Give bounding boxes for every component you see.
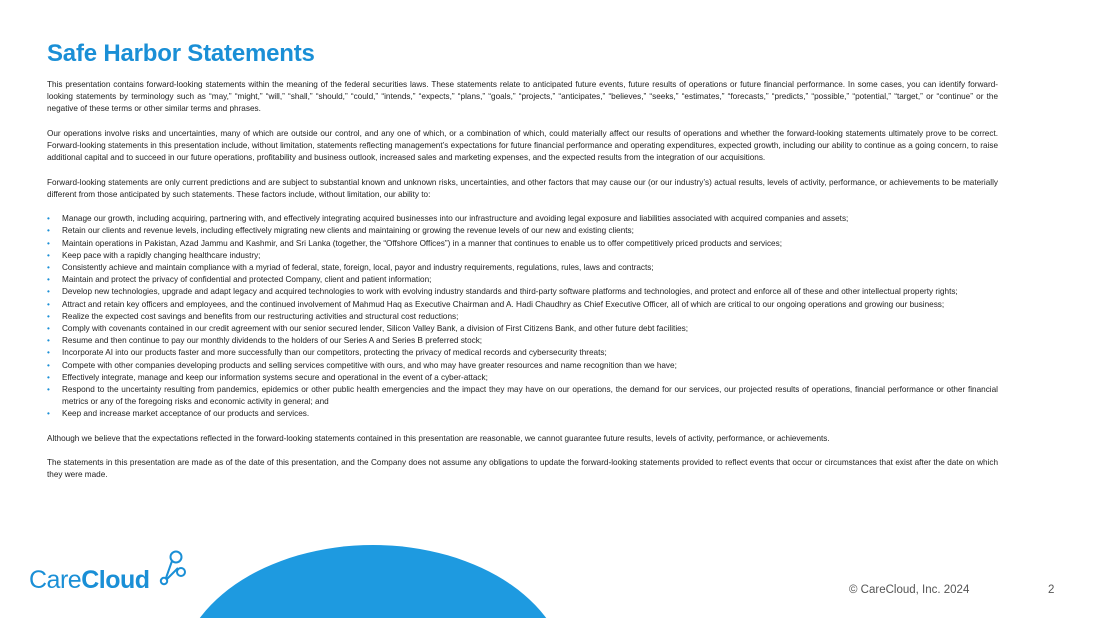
list-item-text: Consistently achieve and maintain compliance with a myriad of federal, state, foreign, local, payor and industry requirements, regulations, rules, laws and contracts; xyxy=(62,263,654,272)
paragraph: Our operations involve risks and uncertainties, many of which are outside our control, and any one of which, or a combination of which, could materially affect our results of operations and whether the forward-looking statements ultimately prove to be correct. Forward-looking statements in this presentation include, without limitation, statements reflecting management’s expectations for future financial performance and operating expenditures, expected growth, including our ability to continue as a going concern, to raise additional capital and to succeed in our future operations, profitability and business outlook, increased sales and marketing expenses, and the expected results from the integration of our acquisitions. xyxy=(47,128,998,163)
bullet-icon: • xyxy=(47,311,50,321)
decorative-arc xyxy=(178,545,568,618)
bullet-icon: • xyxy=(47,238,50,248)
list-item-text: Respond to the uncertainty resulting from pandemics, epidemics or other public health emergencies and the impact they may have on our operations, the demand for our services, our projected results of operations, financial performance or other financial metrics or any of the foregoing risks and economic activity in general; and xyxy=(62,385,998,407)
list-item xyxy=(47,299,998,311)
list-item-text: Manage our growth, including acquiring, partnering with, and effectively integrating acquired businesses into our infrastructure and avoiding legal exposure and liabilities associated with acquired companies and assets; xyxy=(62,214,849,224)
bullet-icon: • xyxy=(47,275,50,285)
list-item-text: Retain our clients and revenue levels, including effectively migrating new clients and maintaining or growing the revenue levels of our new and existing clients; xyxy=(62,226,634,236)
page-number: 2 xyxy=(1048,584,1055,596)
paragraph: The statements in this presentation are made as of the date of this presentation, and the Company does not assume any obligations to update the forward-looking statements provided to reflect events that occur or circumstances that exist after the date on which they were made. xyxy=(47,458,998,480)
page-title: Safe Harbor Statements xyxy=(47,40,315,67)
list-item xyxy=(47,384,998,408)
bullet-icon: • xyxy=(47,360,50,370)
list-item xyxy=(47,311,998,323)
list-item-text: Incorporate AI into our products faster and more successfully than our competitors, protecting the privacy of medical records and cybersecurity threats; xyxy=(62,348,607,358)
risk-factor-list xyxy=(47,213,998,420)
list-item xyxy=(47,335,998,347)
copyright-text: © CareCloud, Inc. 2024 xyxy=(849,584,970,596)
list-item xyxy=(47,323,998,335)
list-item-text: Attract and retain key officers and employees, and the continued involvement of Mahmud Haq as Executive Chairman and A. Hadi Chaudhry as Chief Executive Officer, all of which are critical to our ongoing operations and growing our business; xyxy=(62,299,945,309)
list-item-text: Comply with covenants contained in our credit agreement with our senior secured lender, Silicon Valley Bank, a division of First Citizens Bank, and other future debt facilities; xyxy=(62,324,689,334)
list-item-text: Keep and increase market acceptance of our products and services. xyxy=(62,409,310,419)
bullet-icon: • xyxy=(47,385,50,395)
list-item xyxy=(47,262,998,274)
paragraph: This presentation contains forward-looking statements within the meaning of the federal securities laws. These statements relate to anticipated future events, future results of operations or future financial performance. In some cases, you can identify forward-looking statements by terminology such as “may,” “might,” “will,” “shall,” “should,” “could,” “intends,” “expects,” “plans,” “goals,” “projects,” “anticipates,” “believes,” “seeks,” “estimates,” “forecasts,” “predicts,” “possible,” “potential,” “target,” or “continue” or the negative of these terms or other similar terms and phrases. xyxy=(47,80,998,114)
list-item xyxy=(47,274,998,286)
list-item-text: Develop new technologies, upgrade and adapt legacy and acquired technologies to work with evolving industry standards and third-party software platforms and technologies, and protect and enforce all of these and other intellectual property rights; xyxy=(62,287,958,297)
list-item xyxy=(47,347,998,359)
bullet-icon: • xyxy=(47,409,50,419)
paragraph: Although we believe that the expectations reflected in the forward-looking statements contained in this presentation are reasonable, we cannot guarantee future results, levels of activity, performance, or achievements. xyxy=(47,433,830,443)
bullet-icon: • xyxy=(47,214,50,224)
bullet-icon: • xyxy=(47,299,50,309)
paragraph: Forward-looking statements are only current predictions and are subject to substantial known and unknown risks, uncertainties, and other factors that may cause our (or our industry’s) actual results, levels of activity, performance, or achievements to be materially different from those anticipated by such statements. These factors include, without limitation, our ability to: xyxy=(47,177,998,199)
bullet-icon: • xyxy=(47,336,50,346)
list-item-text: Realize the expected cost savings and benefits from our restructuring activities and structural cost reductions; xyxy=(62,311,459,321)
bullet-icon: • xyxy=(47,324,50,334)
list-item xyxy=(47,360,998,372)
list-item xyxy=(47,238,998,250)
list-item-text: Effectively integrate, manage and keep our information systems secure and operational in the event of a cyber-attack; xyxy=(62,372,488,382)
logo-text-care: Care xyxy=(29,566,82,594)
list-item xyxy=(47,250,998,262)
list-item-text: Maintain operations in Pakistan, Azad Jammu and Kashmir, and Sri Lanka (together, the “Offshore Offices”) in a manner that continues to enable us to offer competitively priced products and services; xyxy=(62,238,782,248)
bullet-icon: • xyxy=(47,250,50,260)
bullet-icon: • xyxy=(47,263,50,272)
list-item xyxy=(47,408,998,420)
bullet-icon: • xyxy=(47,287,50,297)
logo-text-cloud: Cloud xyxy=(81,566,150,594)
list-item-text: Keep pace with a rapidly changing healthcare industry; xyxy=(62,250,261,260)
list-item xyxy=(47,372,998,384)
list-item xyxy=(47,225,998,237)
bullet-icon: • xyxy=(47,372,50,382)
list-item-text: Maintain and protect the privacy of confidential and protected Company, client and patient information; xyxy=(62,275,432,285)
slide-content xyxy=(47,79,998,494)
list-item xyxy=(47,213,998,225)
list-item xyxy=(47,286,998,298)
list-item-text: Resume and then continue to pay our monthly dividends to the holders of our Series A and Series B preferred stock; xyxy=(62,336,483,346)
bullet-icon: • xyxy=(47,226,50,236)
bullet-icon: • xyxy=(47,348,50,358)
logo-wordmark xyxy=(29,566,150,595)
list-item-text: Compete with other companies developing products and selling services competitive with ours, and who may have greater resources and name recognition than we have; xyxy=(62,360,677,370)
